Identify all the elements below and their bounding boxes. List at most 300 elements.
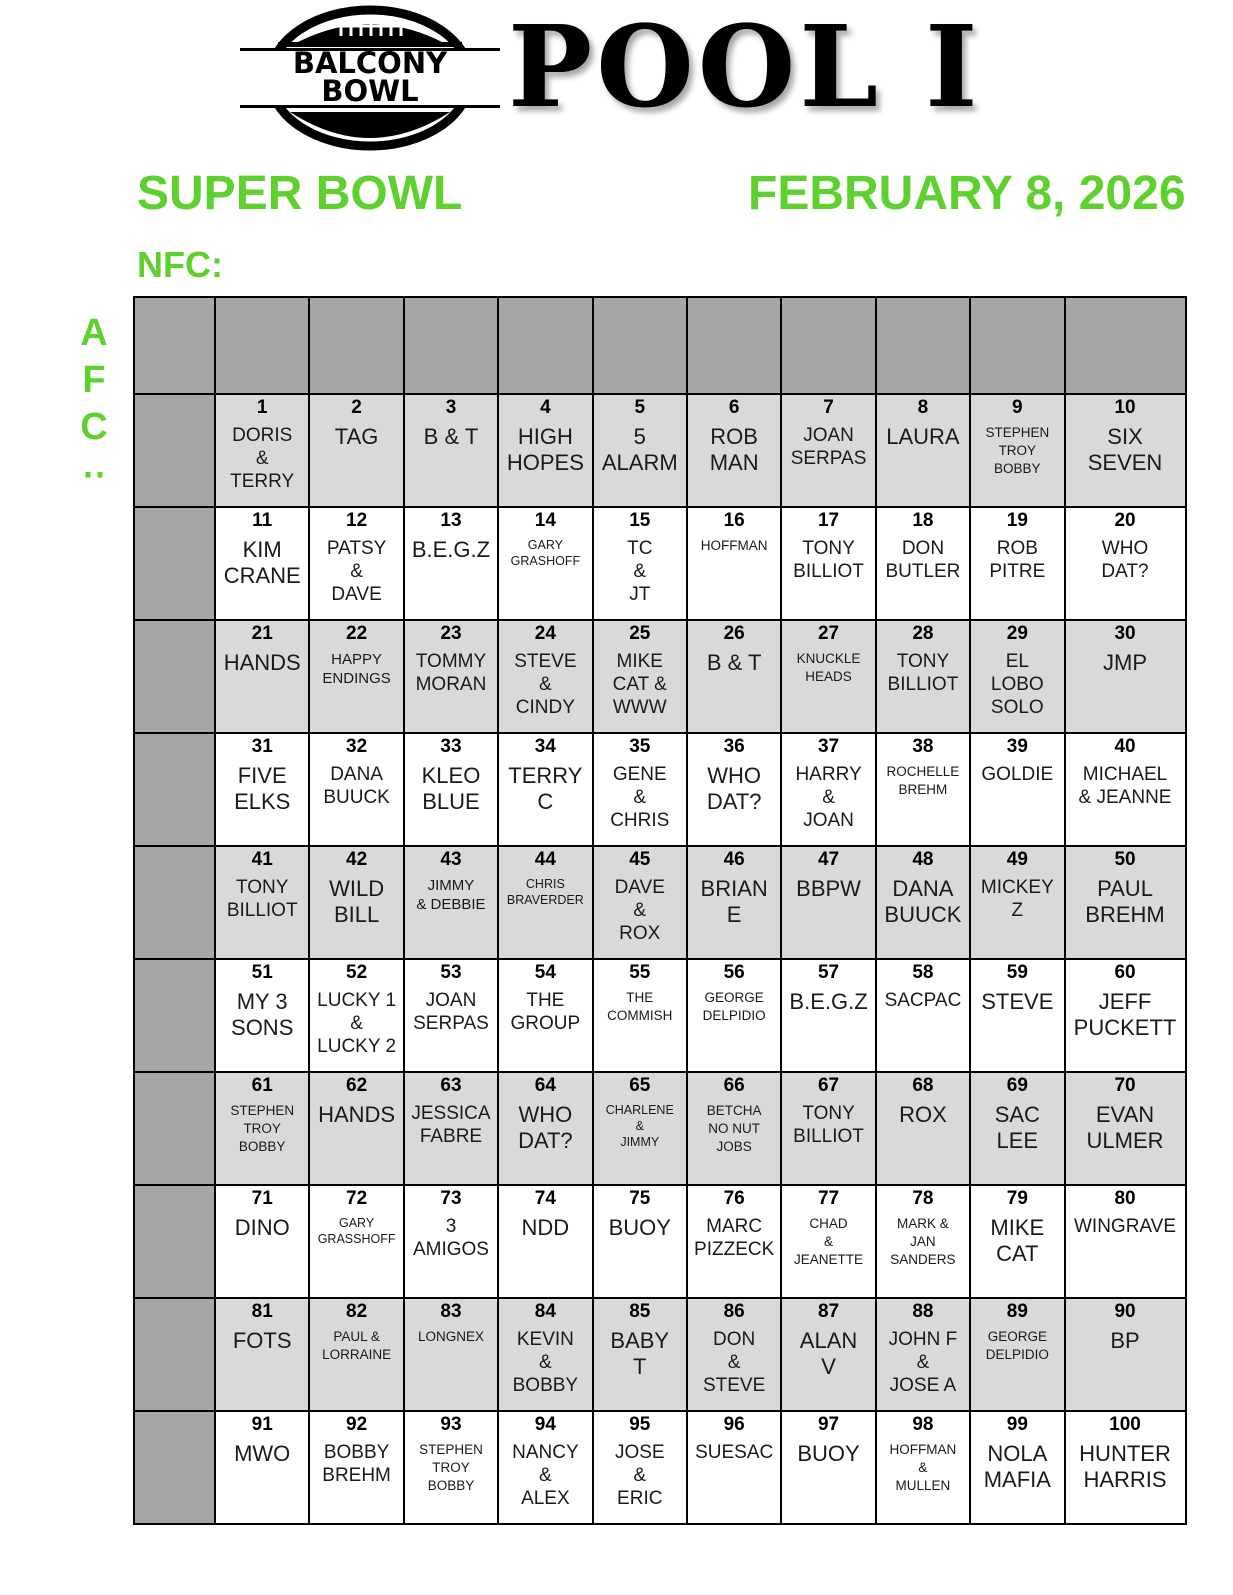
- square-cell: [687, 620, 781, 733]
- square-number: 43: [440, 849, 462, 870]
- square-cell: [215, 959, 309, 1072]
- square-owner-name: CHARLENE & JIMMY: [605, 1103, 674, 1149]
- square-cell: [687, 1411, 781, 1524]
- square-owner-name: KLEO BLUE: [421, 763, 481, 814]
- square-number: 55: [629, 962, 651, 983]
- nfc-label: NFC:: [137, 244, 223, 285]
- square-number: 11: [252, 510, 273, 531]
- square-number: 96: [723, 1414, 745, 1435]
- square-owner-name: 5 ALARM: [601, 424, 678, 475]
- square-owner-name: HANDS: [223, 650, 301, 675]
- square-number: 47: [817, 849, 840, 870]
- square-number: 57: [817, 962, 840, 983]
- square-cell: [404, 1298, 498, 1411]
- square-owner-name: NDD: [521, 1215, 570, 1240]
- square-number: 76: [723, 1188, 745, 1209]
- square-cell: [309, 1298, 403, 1411]
- square-cell: [1065, 1072, 1186, 1185]
- square-owner-name: DON & STEVE: [702, 1329, 766, 1396]
- square-number: 38: [912, 736, 934, 757]
- square-number: 39: [1006, 736, 1028, 757]
- square-owner-name: MIKE CAT: [990, 1215, 1045, 1266]
- square-number: 100: [1109, 1414, 1141, 1435]
- square-owner-name: MARC PIZZECK: [694, 1216, 775, 1260]
- square-owner-name: HANDS: [318, 1102, 396, 1127]
- square-number: 29: [1006, 623, 1028, 644]
- square-cell: [876, 1185, 970, 1298]
- square-owner-name: THE COMMISH: [607, 990, 673, 1023]
- square-owner-name: WILD BILL: [329, 876, 385, 927]
- square-owner-name: GARY GRASHOFF: [510, 538, 581, 568]
- afc-score-cell: [134, 507, 215, 620]
- afc-score-cell: [134, 1185, 215, 1298]
- square-cell: [404, 959, 498, 1072]
- square-cell: [781, 1298, 875, 1411]
- square-owner-name: GENE & CHRIS: [610, 764, 670, 831]
- square-cell: [309, 394, 403, 507]
- afc-score-cell: [134, 1411, 215, 1524]
- square-cell: [309, 733, 403, 846]
- square-owner-name: WHO DAT?: [1101, 538, 1149, 582]
- square-cell: [781, 733, 875, 846]
- square-owner-name: NANCY & ALEX: [512, 1442, 579, 1509]
- square-cell: [687, 394, 781, 507]
- square-cell: [498, 620, 592, 733]
- square-cell: [498, 1072, 592, 1185]
- square-number: 5: [634, 397, 646, 418]
- square-owner-name: MIKE CAT & WWW: [612, 651, 667, 718]
- balcony-bowl-logo: [238, 4, 502, 152]
- square-number: 52: [346, 962, 368, 983]
- square-number: 34: [534, 736, 556, 757]
- square-owner-name: TC & JT: [627, 538, 653, 605]
- board-row: [134, 1298, 1186, 1411]
- square-cell: [687, 1072, 781, 1185]
- square-number: 73: [440, 1188, 462, 1209]
- square-owner-name: TONY BILLIOT: [793, 538, 864, 582]
- square-cell: [593, 846, 687, 959]
- square-cell: [1065, 846, 1186, 959]
- corner-cell: [134, 297, 215, 394]
- square-cell: [781, 507, 875, 620]
- square-number: 7: [823, 397, 834, 418]
- square-number: 50: [1114, 849, 1136, 870]
- square-cell: [498, 846, 592, 959]
- square-number: 8: [917, 397, 929, 418]
- square-owner-name: HAPPY ENDINGS: [322, 651, 391, 687]
- square-number: 35: [629, 736, 651, 757]
- square-number: 37: [817, 736, 840, 757]
- square-number: 10: [1114, 397, 1136, 418]
- square-cell: [876, 733, 970, 846]
- square-cell: [970, 1185, 1064, 1298]
- square-owner-name: ROB PITRE: [989, 538, 1046, 582]
- square-number: 33: [440, 736, 462, 757]
- square-number: 18: [912, 510, 934, 531]
- square-owner-name: ALAN V: [799, 1328, 858, 1379]
- square-number: 27: [817, 623, 840, 644]
- square-owner-name: BETCHA NO NUT JOBS: [706, 1103, 762, 1154]
- square-owner-name: BP: [1110, 1328, 1140, 1353]
- square-owner-name: PAUL & LORRAINE: [322, 1329, 392, 1362]
- square-cell: [404, 620, 498, 733]
- square-owner-name: CHAD & JEANETTE: [794, 1216, 864, 1267]
- nfc-score-cell: [404, 297, 498, 394]
- afc-score-cell: [134, 620, 215, 733]
- board-row: [134, 733, 1186, 846]
- square-number: 12: [346, 510, 368, 531]
- square-cell: [1065, 733, 1186, 846]
- square-owner-name: HIGH HOPES: [506, 424, 584, 475]
- square-number: 16: [723, 510, 745, 531]
- square-cell: [498, 1411, 592, 1524]
- square-cell: [593, 394, 687, 507]
- square-owner-name: THE GROUP: [510, 990, 581, 1034]
- pool-title: POOL I: [508, 2, 982, 133]
- square-cell: [687, 507, 781, 620]
- square-cell: [498, 394, 592, 507]
- square-owner-name: DORIS & TERRY: [230, 425, 295, 492]
- square-number: 79: [1006, 1188, 1028, 1209]
- square-owner-name: PATSY & DAVE: [326, 538, 387, 605]
- square-number: 26: [723, 623, 745, 644]
- square-number: 97: [817, 1414, 840, 1435]
- square-number: 32: [346, 736, 368, 757]
- square-cell: [876, 1298, 970, 1411]
- square-cell: [309, 620, 403, 733]
- square-owner-name: DANA BUUCK: [884, 876, 962, 927]
- square-cell: [876, 846, 970, 959]
- square-number: 46: [723, 849, 745, 870]
- square-number: 20: [1114, 510, 1136, 531]
- square-owner-name: B.E.G.Z: [789, 989, 868, 1014]
- square-cell: [687, 846, 781, 959]
- square-number: 85: [629, 1301, 651, 1322]
- square-number: 6: [728, 397, 740, 418]
- square-owner-name: HOFFMAN & MULLEN: [889, 1442, 957, 1493]
- square-number: 30: [1114, 623, 1136, 644]
- square-cell: [215, 394, 309, 507]
- square-cell: [687, 733, 781, 846]
- board-row: [134, 394, 1186, 507]
- afc-score-cell: [134, 1298, 215, 1411]
- square-cell: [781, 1411, 875, 1524]
- square-cell: [404, 1411, 498, 1524]
- square-number: 71: [251, 1188, 273, 1209]
- square-cell: [498, 733, 592, 846]
- square-number: 98: [912, 1414, 934, 1435]
- square-owner-name: BUOY: [608, 1215, 671, 1240]
- square-cell: [970, 507, 1064, 620]
- logo-line2: BOWL: [321, 74, 419, 108]
- square-number: 83: [440, 1301, 462, 1322]
- square-cell: [970, 394, 1064, 507]
- square-cell: [404, 394, 498, 507]
- nfc-score-cell: [781, 297, 875, 394]
- nfc-score-cell: [498, 297, 592, 394]
- square-number: 90: [1114, 1301, 1136, 1322]
- square-number: 78: [912, 1188, 934, 1209]
- square-owner-name: JEFF PUCKETT: [1073, 989, 1177, 1040]
- square-cell: [215, 1298, 309, 1411]
- square-owner-name: HOFFMAN: [700, 538, 768, 553]
- square-owner-name: DON BUTLER: [885, 538, 961, 582]
- square-number: 4: [540, 397, 551, 418]
- square-number: 64: [534, 1075, 556, 1096]
- square-owner-name: STEVE & CINDY: [514, 651, 577, 718]
- square-cell: [876, 620, 970, 733]
- square-owner-name: WINGRAVE: [1073, 1216, 1177, 1237]
- square-number: 40: [1114, 736, 1136, 757]
- nfc-score-header-row: [134, 297, 1186, 394]
- square-number: 95: [629, 1414, 651, 1435]
- square-number: 74: [534, 1188, 556, 1209]
- square-cell: [876, 507, 970, 620]
- square-owner-name: DAVE & ROX: [614, 877, 665, 944]
- board-row: [134, 1072, 1186, 1185]
- square-cell: [593, 620, 687, 733]
- logo-line1: BALCONY: [292, 46, 448, 80]
- afc-score-cell: [134, 959, 215, 1072]
- nfc-score-cell: [687, 297, 781, 394]
- square-cell: [215, 1072, 309, 1185]
- square-owner-name: JMP: [1103, 650, 1148, 675]
- square-number: 14: [534, 510, 556, 531]
- square-cell: [970, 620, 1064, 733]
- square-owner-name: B & T: [423, 424, 479, 449]
- squares-board: [133, 296, 1187, 1525]
- square-number: 58: [912, 962, 934, 983]
- square-number: 51: [251, 962, 273, 983]
- board-row: [134, 507, 1186, 620]
- square-number: 24: [534, 623, 556, 644]
- square-number: 75: [629, 1188, 651, 1209]
- square-cell: [498, 507, 592, 620]
- square-number: 53: [440, 962, 462, 983]
- square-cell: [781, 394, 875, 507]
- square-cell: [593, 1411, 687, 1524]
- square-cell: [970, 1298, 1064, 1411]
- square-cell: [876, 1072, 970, 1185]
- square-number: 25: [629, 623, 651, 644]
- square-number: 17: [817, 510, 840, 531]
- square-cell: [309, 1411, 403, 1524]
- square-cell: [215, 507, 309, 620]
- square-cell: [593, 1072, 687, 1185]
- square-owner-name: JOHN F & JOSE A: [888, 1329, 958, 1396]
- square-owner-name: BRIAN E: [700, 876, 768, 927]
- afc-score-cell: [134, 394, 215, 507]
- square-owner-name: FIVE ELKS: [234, 763, 291, 814]
- square-cell: [1065, 507, 1186, 620]
- square-number: 77: [817, 1188, 840, 1209]
- square-owner-name: GEORGE DELPIDIO: [702, 990, 766, 1023]
- square-cell: [1065, 1411, 1186, 1524]
- square-number: 87: [817, 1301, 840, 1322]
- square-number: 93: [440, 1414, 462, 1435]
- square-number: 68: [912, 1075, 934, 1096]
- square-owner-name: EVAN ULMER: [1086, 1102, 1164, 1153]
- square-owner-name: BABY T: [610, 1328, 670, 1379]
- square-number: 45: [629, 849, 651, 870]
- square-number: 59: [1006, 962, 1028, 983]
- square-number: 2: [351, 397, 362, 418]
- square-owner-name: GARY GRASSHOFF: [317, 1216, 396, 1246]
- square-owner-name: B & T: [706, 650, 762, 675]
- square-cell: [498, 959, 592, 1072]
- board-row: [134, 959, 1186, 1072]
- square-cell: [215, 733, 309, 846]
- square-owner-name: NOLA MAFIA: [983, 1441, 1051, 1492]
- nfc-score-cell: [1065, 297, 1186, 394]
- square-number: 80: [1114, 1188, 1136, 1209]
- event-title: SUPER BOWL: [137, 167, 463, 220]
- square-owner-name: TOMMY MORAN: [415, 651, 487, 695]
- square-number: 86: [723, 1301, 745, 1322]
- square-number: 62: [346, 1075, 368, 1096]
- square-owner-name: ROX: [899, 1102, 947, 1127]
- square-owner-name: MY 3 SONS: [231, 989, 294, 1040]
- square-cell: [309, 1185, 403, 1298]
- square-cell: [876, 394, 970, 507]
- square-owner-name: HUNTER HARRIS: [1079, 1441, 1171, 1492]
- square-owner-name: WHO DAT?: [706, 763, 762, 814]
- square-owner-name: JOAN SERPAS: [413, 990, 489, 1034]
- square-number: 91: [251, 1414, 273, 1435]
- square-cell: [404, 507, 498, 620]
- square-cell: [309, 959, 403, 1072]
- square-cell: [1065, 1185, 1186, 1298]
- square-owner-name: SAC LEE: [994, 1102, 1040, 1153]
- square-cell: [1065, 1298, 1186, 1411]
- square-number: 15: [629, 510, 651, 531]
- square-owner-name: 3 AMIGOS: [412, 1216, 489, 1260]
- square-owner-name: TERRY C: [508, 763, 583, 814]
- square-cell: [404, 1185, 498, 1298]
- square-owner-name: STEPHEN TROY BOBBY: [985, 425, 1050, 476]
- square-cell: [781, 959, 875, 1072]
- square-owner-name: PAUL BREHM: [1085, 876, 1165, 927]
- square-owner-name: STEPHEN TROY BOBBY: [230, 1103, 295, 1154]
- square-number: 54: [534, 962, 556, 983]
- square-cell: [1065, 394, 1186, 507]
- square-owner-name: SIX SEVEN: [1087, 424, 1163, 475]
- nfc-score-cell: [309, 297, 403, 394]
- square-owner-name: WHO DAT?: [518, 1102, 573, 1153]
- square-owner-name: JOSE & ERIC: [614, 1442, 665, 1509]
- square-owner-name: TONY BILLIOT: [793, 1103, 864, 1147]
- nfc-score-cell: [876, 297, 970, 394]
- square-cell: [970, 733, 1064, 846]
- square-owner-name: STEVE: [981, 989, 1054, 1014]
- square-owner-name: BOBBY BREHM: [322, 1442, 391, 1486]
- board-row: [134, 846, 1186, 959]
- square-number: 60: [1114, 962, 1136, 983]
- square-number: 49: [1006, 849, 1028, 870]
- square-owner-name: DANA BUUCK: [323, 764, 390, 808]
- square-cell: [876, 959, 970, 1072]
- square-cell: [593, 507, 687, 620]
- square-cell: [970, 1072, 1064, 1185]
- square-number: 13: [440, 510, 462, 531]
- square-number: 92: [346, 1414, 368, 1435]
- afc-score-cell: [134, 733, 215, 846]
- square-cell: [1065, 620, 1186, 733]
- square-cell: [781, 1072, 875, 1185]
- nfc-score-cell: [215, 297, 309, 394]
- square-cell: [309, 1072, 403, 1185]
- square-number: 41: [251, 849, 273, 870]
- nfc-score-cell: [593, 297, 687, 394]
- square-number: 70: [1114, 1075, 1136, 1096]
- square-number: 36: [723, 736, 745, 757]
- square-number: 63: [440, 1075, 462, 1096]
- square-owner-name: ROB MAN: [709, 424, 759, 475]
- square-owner-name: BBPW: [796, 876, 861, 901]
- square-cell: [498, 1185, 592, 1298]
- afc-colon: ‥: [81, 444, 107, 485]
- square-cell: [970, 846, 1064, 959]
- square-cell: [687, 1298, 781, 1411]
- square-owner-name: LONGNEX: [417, 1329, 484, 1344]
- square-owner-name: KIM CRANE: [223, 537, 301, 588]
- square-owner-name: FOTS: [232, 1328, 292, 1353]
- square-owner-name: JOAN SERPAS: [790, 425, 867, 469]
- square-number: 22: [346, 623, 368, 644]
- square-number: 94: [534, 1414, 556, 1435]
- square-owner-name: LUCKY 1 & LUCKY 2: [317, 990, 397, 1057]
- square-number: 28: [912, 623, 934, 644]
- square-number: 84: [534, 1301, 556, 1322]
- board-row: [134, 620, 1186, 733]
- square-cell: [1065, 959, 1186, 1072]
- square-number: 1: [256, 397, 268, 418]
- afc-letter-f: F: [82, 359, 106, 401]
- square-owner-name: STEPHEN TROY BOBBY: [419, 1442, 483, 1493]
- square-number: 66: [723, 1075, 745, 1096]
- square-owner-name: CHRIS BRAVERDER: [506, 877, 584, 907]
- square-owner-name: GOLDIE: [981, 764, 1054, 785]
- square-number: 19: [1006, 510, 1028, 531]
- square-cell: [687, 959, 781, 1072]
- square-number: 21: [251, 623, 273, 644]
- square-number: 99: [1006, 1414, 1028, 1435]
- afc-letter-a: A: [80, 312, 108, 354]
- nfc-score-cell: [970, 297, 1064, 394]
- square-owner-name: TONY BILLIOT: [226, 877, 298, 921]
- board-row: [134, 1411, 1186, 1524]
- square-cell: [593, 733, 687, 846]
- square-owner-name: B.E.G.Z: [411, 537, 491, 562]
- square-owner-name: KEVIN & BOBBY: [512, 1329, 579, 1396]
- square-cell: [215, 1411, 309, 1524]
- square-cell: [876, 1411, 970, 1524]
- square-number: 44: [534, 849, 556, 870]
- square-number: 69: [1006, 1075, 1028, 1096]
- square-owner-name: HARRY & JOAN: [795, 764, 862, 831]
- square-number: 48: [912, 849, 934, 870]
- square-owner-name: MICKEY Z: [980, 877, 1054, 921]
- square-number: 72: [346, 1188, 368, 1209]
- square-cell: [309, 507, 403, 620]
- square-owner-name: JESSICA FABRE: [411, 1103, 491, 1147]
- board-row: [134, 1185, 1186, 1298]
- square-number: 56: [723, 962, 745, 983]
- square-owner-name: MWO: [234, 1441, 291, 1466]
- square-cell: [498, 1298, 592, 1411]
- square-number: 3: [445, 397, 457, 418]
- square-cell: [781, 846, 875, 959]
